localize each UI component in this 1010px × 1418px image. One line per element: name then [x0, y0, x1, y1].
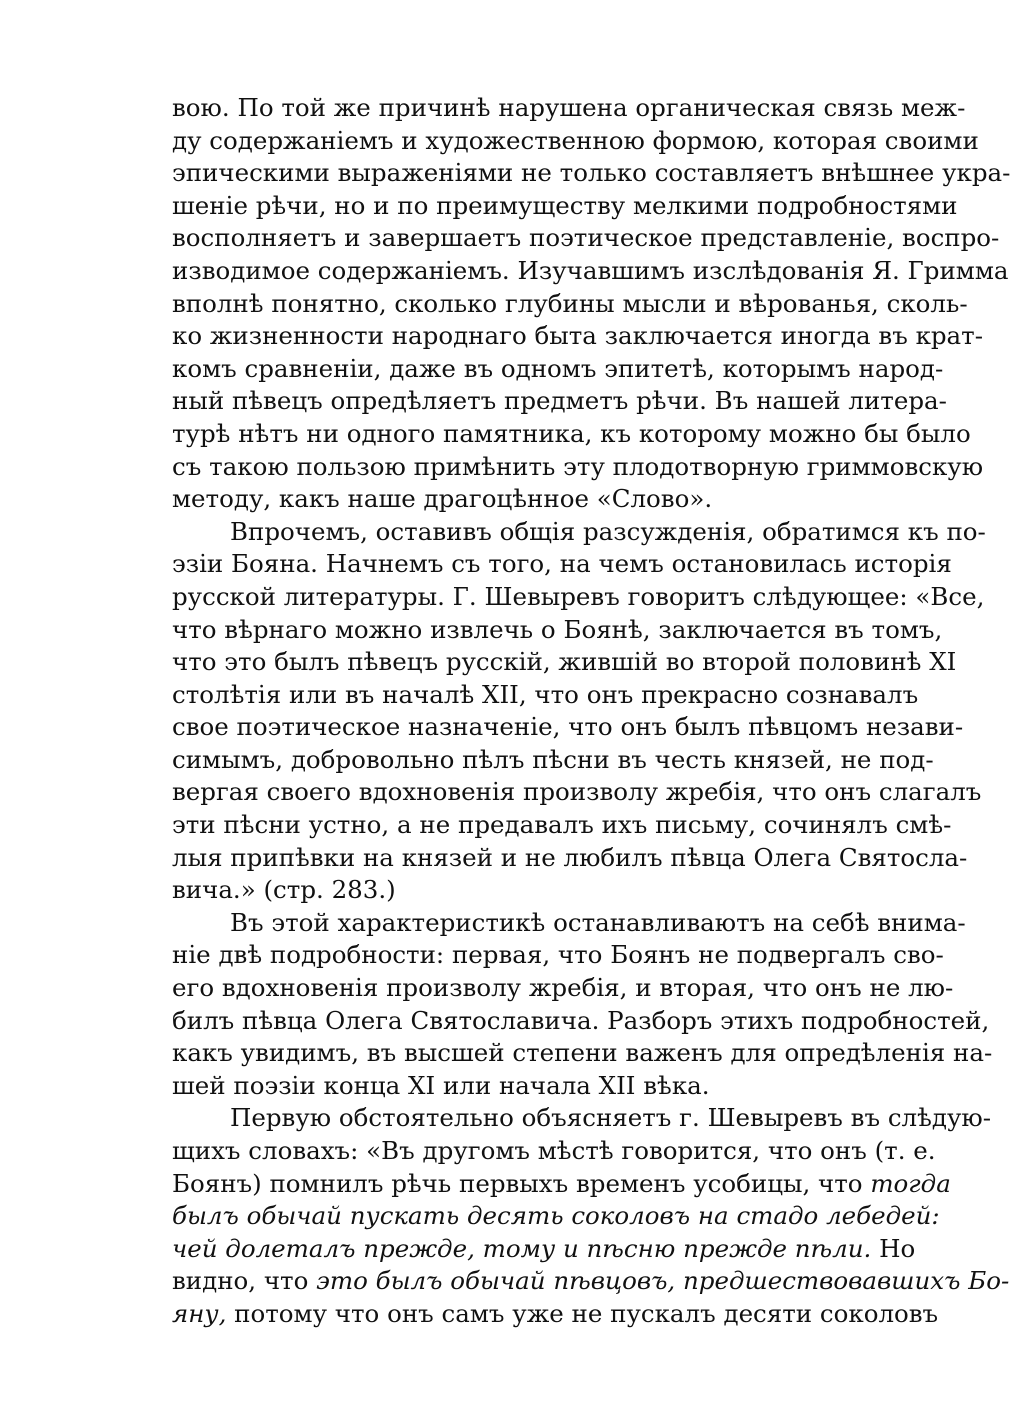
text-line: русской литературы. Г. Шевыревъ говоритъ слѣдующее: «Все,: [172, 581, 985, 611]
text-line: съ такою пользою примѣнить эту плодотворную гриммовскую: [172, 451, 984, 481]
text-line: билъ пѣвца Олега Святославича. Разборъ этихъ подробностей,: [172, 1005, 990, 1035]
italic-run: тогда: [870, 1168, 951, 1198]
text-line: Въ этой характеристикѣ останавливаютъ на себѣ внима-: [230, 907, 966, 937]
paragraph-2: [172, 516, 986, 907]
text-line: симымъ, добровольно пѣлъ пѣсни въ честь князей, не под-: [172, 744, 934, 774]
text-line: ко жизненности народнаго быта заключается иногда въ крат-: [172, 321, 984, 351]
italic-run: былъ обычай пускать десять соколовъ на стадо лебедей:: [172, 1201, 940, 1231]
text-line: что вѣрнаго можно извлечь о Боянѣ, заключается въ томъ,: [172, 614, 943, 644]
text-run: Боянъ) помнилъ рѣчь первыхъ временъ усобицы, что: [172, 1168, 871, 1198]
text-line: вича.» (стр. 283.): [172, 875, 396, 905]
text-line: лыя припѣвки на князей и не любилъ пѣвца Олега Святосла-: [172, 842, 968, 872]
text-line: что это былъ пѣвецъ русскій, жившій во второй половинѣ XI: [172, 647, 957, 677]
paragraph-3: [172, 907, 993, 1103]
text-line: [172, 1135, 936, 1168]
text-line: [172, 1233, 916, 1266]
text-run: щихъ словахъ: «Въ другомъ мѣстѣ говорится, что онъ (т. е.: [172, 1136, 936, 1165]
text-line: какъ увидимъ, въ высшей степени важенъ для опредѣленія на-: [172, 1038, 993, 1068]
page-text: [172, 92, 1010, 1331]
italic-run: чей долеталъ прежде, тому и пѣсню прежде пѣли.: [172, 1233, 872, 1263]
text-line: изводимое содержаніемъ. Изучавшимъ изслѣдованія Я. Гримма: [172, 255, 1009, 285]
text-line: ду содержаніемъ и художественною формою, которая своими: [172, 125, 979, 155]
text-run: видно, что: [172, 1266, 317, 1296]
paragraph-1: [172, 92, 1010, 516]
italic-run: яну,: [172, 1298, 227, 1328]
text-line: вергая своего вдохновенія произволу жребія, что онъ слагалъ: [172, 777, 982, 807]
text-line: [172, 1102, 992, 1135]
text-line: ніе двѣ подробности: первая, что Боянъ не подвергалъ сво-: [172, 940, 944, 970]
text-line: вою. По той же причинѣ нарушена органическая связь меж-: [172, 93, 966, 122]
text-line: эпическими выраженіями не только составляетъ внѣшнее укра-: [172, 158, 1010, 188]
text-line: столѣтія или въ началѣ XII, что онъ прекрасно сознавалъ: [172, 679, 919, 709]
text-line: комъ сравненіи, даже въ одномъ эпитетѣ, которымъ народ-: [172, 353, 944, 383]
text-line: эти пѣсни устно, а не предавалъ ихъ письму, сочинялъ смѣ-: [172, 810, 952, 840]
text-run: Первую обстоятельно объясняетъ г. Шевыревъ въ слѣдую-: [230, 1103, 992, 1133]
text-line: шей поэзіи конца XI или начала XII вѣка.: [172, 1070, 710, 1100]
text-line: [172, 1200, 940, 1233]
text-line: вполнѣ понятно, сколько глубины мысли и вѣрованья, сколь-: [172, 288, 968, 318]
text-line: методу, какъ наше драгоцѣнное «Слово».: [172, 484, 713, 514]
text-line: шеніе рѣчи, но и по преимуществу мелкими подробностями: [172, 190, 958, 220]
text-line: свое поэтическое назначеніе, что онъ былъ пѣвцомъ незави-: [172, 712, 964, 742]
text-line: Впрочемъ, оставивъ общія разсужденія, обратимся къ по-: [230, 516, 986, 546]
text-line: эзіи Бояна. Начнемъ съ того, на чемъ остановилась исторія: [172, 549, 952, 579]
text-run: потому что онъ самъ уже не пускалъ десяти соколовъ: [226, 1298, 939, 1328]
text-line: восполняетъ и завершаетъ поэтическое представленіе, воспро-: [172, 223, 1000, 253]
italic-run: это былъ обычай пѣвцовъ, предшествовавшихъ Бо-: [316, 1266, 1010, 1296]
text-line: ный пѣвецъ опредѣляетъ предметъ рѣчи. Въ нашей литера-: [172, 386, 947, 416]
text-line: [172, 1298, 939, 1331]
text-run: Но: [871, 1233, 916, 1263]
text-line: его вдохновенія произволу жребія, и вторая, что онъ не лю-: [172, 973, 954, 1003]
text-line: [172, 1168, 951, 1201]
text-line: турѣ нѣтъ ни одного памятника, къ которому можно бы было: [172, 418, 971, 448]
text-line: [172, 1265, 1010, 1298]
paragraph-4: [172, 1102, 1010, 1330]
